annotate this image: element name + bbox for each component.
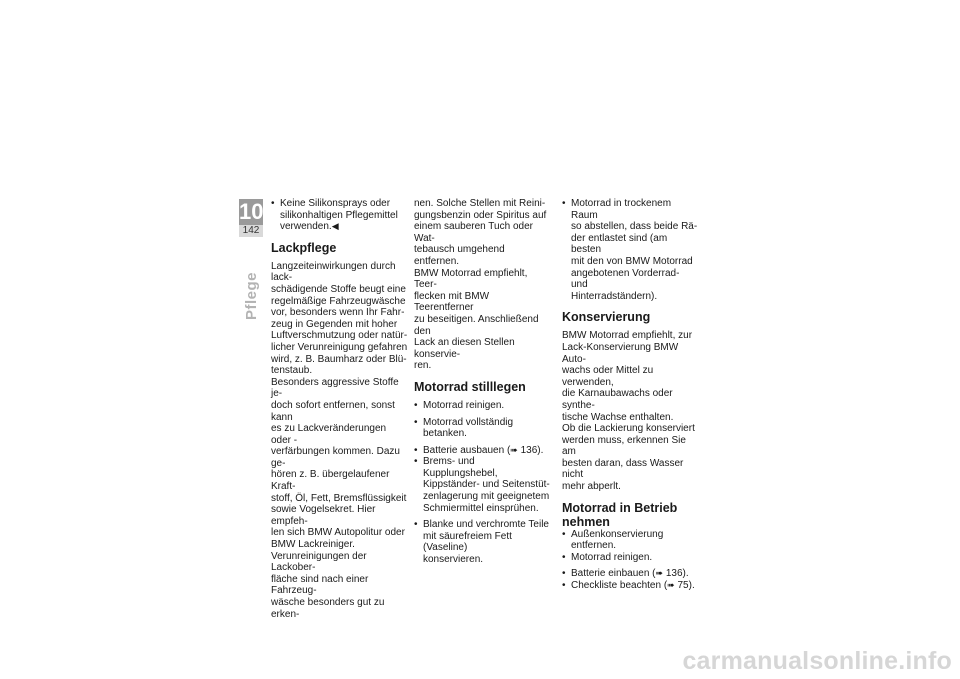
list-item: • Motorrad in trockenem Raum so abstellen, dass beide Rä- der entlastet sind (am besten mit den von BMW Motorrad angebotenen Vorderrad- und Hinterradständern).	[562, 198, 698, 302]
list-item: • Motorrad reinigen.	[414, 400, 550, 412]
paragraph: Besonders aggressive Stoffe je- doch sofort entfernen, sonst kann es zu Lackveränderungen oder - verfärbungen kommen. Dazu ge- hören z. B. übergelaufener Kraft- stoff, Öl, Fett, Bremsflüssigkeit sowie Vogelsekret. Hier empfeh- len sich BMW Autopolitur oder BMW Lackreiniger.	[271, 376, 407, 551]
heading-motorrad-stilllegen: Motorrad stilllegen	[414, 379, 526, 394]
heading-lackpflege: Lackpflege	[271, 240, 337, 255]
list-item: • Außenkonservierung entfernen.	[562, 529, 698, 552]
paragraph: Verunreinigungen der Lackober- fläche sind nach einer Fahrzeug- wäsche besonders gut zu erken-	[271, 550, 385, 620]
paragraph: BMW Motorrad empfiehlt, zur Lack-Konservierung BMW Auto- wachs oder Mittel zu verwenden, die Karnaubawachs oder synthe- tische Wachse enthalten.	[562, 330, 693, 423]
paragraph: Langzeiteinwirkungen durch lack- schädigende Stoffe beugt eine regelmäßige Fahrzeugwäsche vor, besonders wenn Ihr Fahr- zeug in Gegenden mit hoher Luftverschmutzung oder natür- licher Verunreinigung gefahren wird, z. B. Baumharz oder Blü- tenstaub.	[271, 260, 408, 377]
watermark: carmanualsonline.info	[682, 647, 952, 675]
page-reference-arrow-icon: ➠	[510, 444, 518, 455]
page-number: 142	[239, 225, 263, 237]
column-1	[271, 198, 408, 620]
list-item: • Checkliste beachten (➠ 75).	[562, 580, 698, 592]
list-item: • Motorrad vollständig betanken.	[414, 417, 550, 440]
chapter-side-label: Pflege	[243, 271, 260, 320]
list-item: • Blanke und verchromte Teile mit säurefreiem Fett (Vaseline) konservieren.	[414, 519, 550, 565]
heading-motorrad-in-betrieb-nehmen: Motorrad in Betrieb nehmen	[562, 500, 678, 529]
column-2	[414, 198, 550, 566]
chapter-number: 10	[239, 199, 264, 224]
list-item: • Motorrad reinigen.	[562, 552, 698, 564]
paragraph: Ob die Lackierung konserviert werden muss, erkennen Sie am besten daran, dass Wasser nicht mehr abperlt.	[562, 423, 695, 493]
page-reference-arrow-icon: ➠	[667, 580, 675, 591]
end-mark-icon: ◀	[331, 221, 339, 232]
list-item: • Batterie einbauen (➠ 136).	[562, 568, 698, 580]
list-item: • Keine Silikonsprays oder silikonhaltigen Pflegemittel verwenden.◀	[271, 198, 408, 233]
page-reference-arrow-icon: ➠	[655, 568, 664, 579]
column-3	[562, 198, 698, 592]
heading-konservierung: Konservierung	[562, 310, 651, 325]
paragraph: nen. Solche Stellen mit Reini- gungsbenzin oder Spiritus auf einem sauberen Tuch oder Wat- tebausch umgehend entfernen. BMW Motorrad empfiehlt, Teer- flecken mit BMW Teerentferner zu beseitigen. Anschließend den Lack an diesen Stellen konservie- ren.	[414, 198, 547, 372]
list-item: • Brems- und Kupplungshebel, Kippständer- und Seitenstüt- zenlagerung mit geeignetem Schmiermittel einsprühen.	[414, 456, 550, 514]
list-item: • Batterie ausbauen (➠ 136).	[414, 445, 550, 457]
chapter-tab	[239, 199, 263, 237]
